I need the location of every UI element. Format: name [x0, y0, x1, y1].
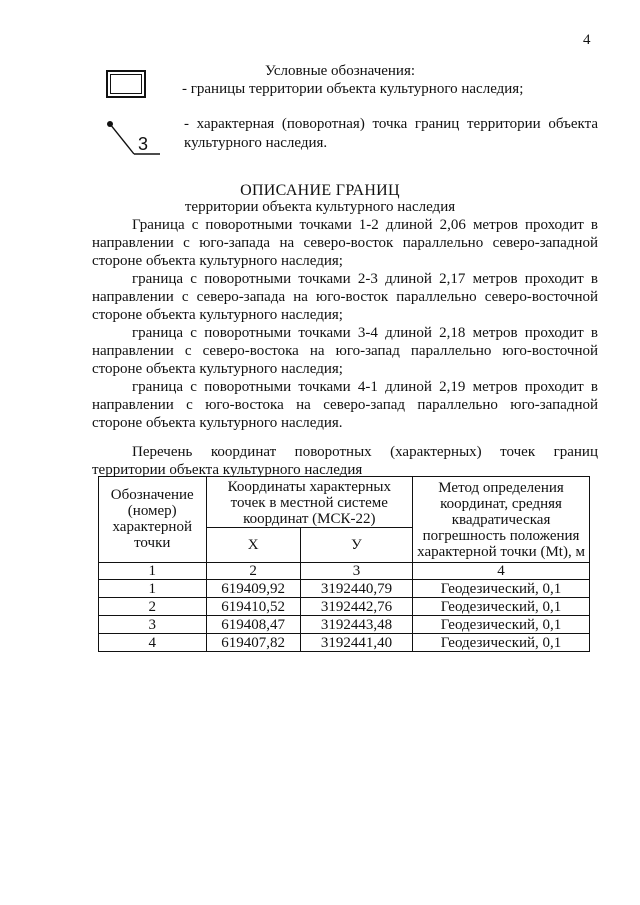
coord-x: 619409,92 [206, 580, 300, 598]
header-x: X [206, 528, 300, 563]
coord-y: 3192443,48 [300, 616, 412, 634]
method-value: Геодезический, 0,1 [413, 616, 590, 634]
coord-x: 619408,47 [206, 616, 300, 634]
method-value: Геодезический, 0,1 [413, 598, 590, 616]
boundary-symbol-inner [110, 74, 142, 94]
boundary-symbol-icon [106, 70, 146, 98]
turning-point-icon [104, 118, 164, 160]
boundary-description [92, 216, 598, 432]
legend-point-text: - характерная (поворотная) точка границ территории объекта культурного наследия. [184, 116, 598, 151]
point-number: 2 [99, 598, 207, 616]
column-number: 1 [99, 563, 207, 580]
column-number: 3 [300, 563, 412, 580]
page-number: 4 [583, 32, 591, 48]
column-number: 4 [413, 563, 590, 580]
coordinates-table [98, 476, 590, 652]
coord-y: 3192442,76 [300, 598, 412, 616]
description-paragraph: Граница с поворотными точками 1-2 длиной 2,06 метров проходит в направлении с юго-запада на северо-восток параллельно северо-западной стороне объекта культурного наследия; [92, 217, 598, 269]
column-number-row [99, 563, 590, 580]
header-method: Метод определения координат, средняя квадратическая погрешность положения характерной точки (Mt), м [413, 477, 590, 563]
legend-title: Условные обозначения: [265, 63, 416, 79]
header-point-designation: Обозначение (номер) характерной точки [99, 477, 207, 563]
coord-x: 619407,82 [206, 634, 300, 652]
coord-y: 3192440,79 [300, 580, 412, 598]
point-number: 1 [99, 580, 207, 598]
point-number: 4 [99, 634, 207, 652]
header-y: У [300, 528, 412, 563]
method-value: Геодезический, 0,1 [413, 634, 590, 652]
legend-boundary-text: - границы территории объекта культурного наследия; [182, 81, 524, 97]
description-paragraph: граница с поворотными точками 3-4 длиной 2,18 метров проходит в направлении с северо-востока на юго-запад параллельно юго-восточной стороне объекта культурного наследия; [92, 325, 598, 377]
description-paragraph: граница с поворотными точками 2-3 длиной 2,17 метров проходит в направлении с северо-запада на юго-восток параллельно северо-восточной стороне объекта культурного наследия; [92, 271, 598, 323]
table-row [99, 616, 590, 634]
coord-x: 619410,52 [206, 598, 300, 616]
legend-point-label: 3 [138, 134, 149, 154]
coords-table-caption: Перечень координат поворотных (характерных) точек границ территории объекта культурного наследия [92, 444, 598, 478]
table-row [99, 598, 590, 616]
description-paragraph: граница с поворотными точками 4-1 длиной 2,19 метров проходит в направлении с юго-востока на северо-запад параллельно юго-западной стороне объекта культурного наследия. [92, 379, 598, 431]
table-row [99, 634, 590, 652]
column-number: 2 [206, 563, 300, 580]
point-number: 3 [99, 616, 207, 634]
turning-point-leader [110, 124, 134, 154]
header-coordinates: Координаты характерных точек в местной системе координат (МСК-22) [206, 477, 413, 528]
section-heading: ОПИСАНИЕ ГРАНИЦ [240, 182, 400, 199]
table-row [99, 580, 590, 598]
table-header-row [99, 477, 590, 528]
method-value: Геодезический, 0,1 [413, 580, 590, 598]
coord-y: 3192441,40 [300, 634, 412, 652]
section-subheading: территории объекта культурного наследия [184, 199, 456, 215]
